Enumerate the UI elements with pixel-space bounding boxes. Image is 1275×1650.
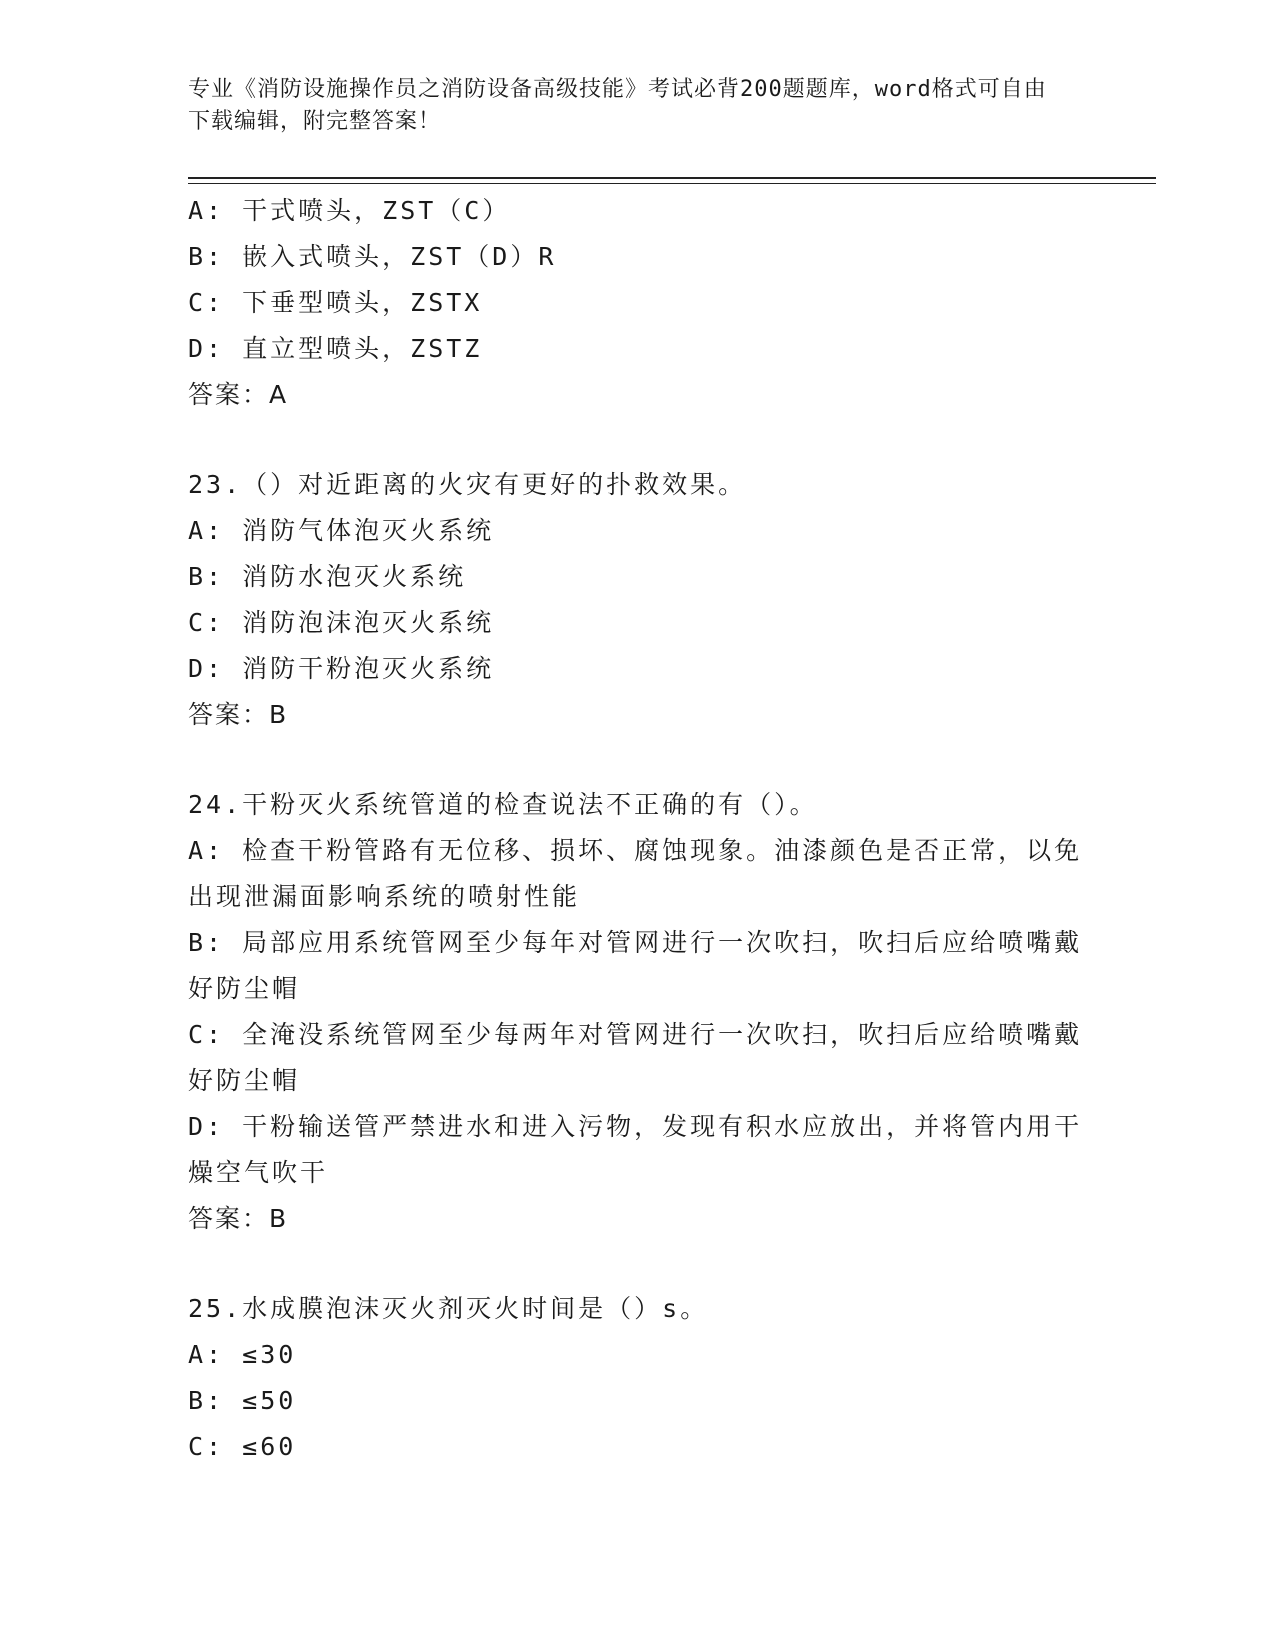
header-divider-thick	[188, 177, 1156, 179]
option-b: B: 嵌入式喷头，ZST（D）R	[188, 242, 557, 271]
document-header: 专业《消防设施操作员之消防设备高级技能》考试必背200题题库，word格式可自由下载编辑，附完整答案！	[188, 77, 1047, 134]
option-c: C: 下垂型喷头，ZSTX	[188, 288, 483, 317]
option-b: B: 消防水泡灭火系统	[188, 562, 467, 591]
question-23	[188, 462, 1088, 738]
option-d: D: 消防干粉泡灭火系统	[188, 654, 495, 683]
option-a: A: 干式喷头，ZST（C）	[188, 196, 511, 225]
answer: 答案：B	[188, 1204, 289, 1233]
option-a: A: ≤30	[188, 1340, 297, 1369]
question-stem: 25.水成膜泡沫灭火剂灭火时间是（）s。	[188, 1294, 709, 1323]
question-24	[188, 782, 1088, 1242]
option-d: D: 干粉输送管严禁进水和进入污物，发现有积水应放出，并将管内用干燥空气吹干	[188, 1112, 1083, 1187]
option-c: C: ≤60	[188, 1432, 297, 1461]
question-stem: 24.干粉灭火系统管道的检查说法不正确的有（）。	[188, 790, 818, 819]
option-c: C: 消防泡沫泡灭火系统	[188, 608, 495, 637]
header-divider-thin	[188, 183, 1156, 184]
question-list	[188, 188, 1088, 1470]
question-22-continued	[188, 188, 1088, 418]
option-c: C: 全淹没系统管网至少每两年对管网进行一次吹扫，吹扫后应给喷嘴戴好防尘帽	[188, 1020, 1083, 1095]
answer: 答案：B	[188, 700, 289, 729]
answer: 答案：A	[188, 380, 289, 409]
question-25	[188, 1286, 1088, 1470]
option-b: B: ≤50	[188, 1386, 297, 1415]
question-stem: 23.（）对近距离的火灾有更好的扑救效果。	[188, 470, 747, 499]
option-a: A: 检查干粉管路有无位移、损坏、腐蚀现象。油漆颜色是否正常，以免出现泄漏面影响系统的喷射性能	[188, 836, 1083, 911]
option-d: D: 直立型喷头，ZSTZ	[188, 334, 483, 363]
option-a: A: 消防气体泡灭火系统	[188, 516, 495, 545]
option-b: B: 局部应用系统管网至少每年对管网进行一次吹扫，吹扫后应给喷嘴戴好防尘帽	[188, 928, 1083, 1003]
